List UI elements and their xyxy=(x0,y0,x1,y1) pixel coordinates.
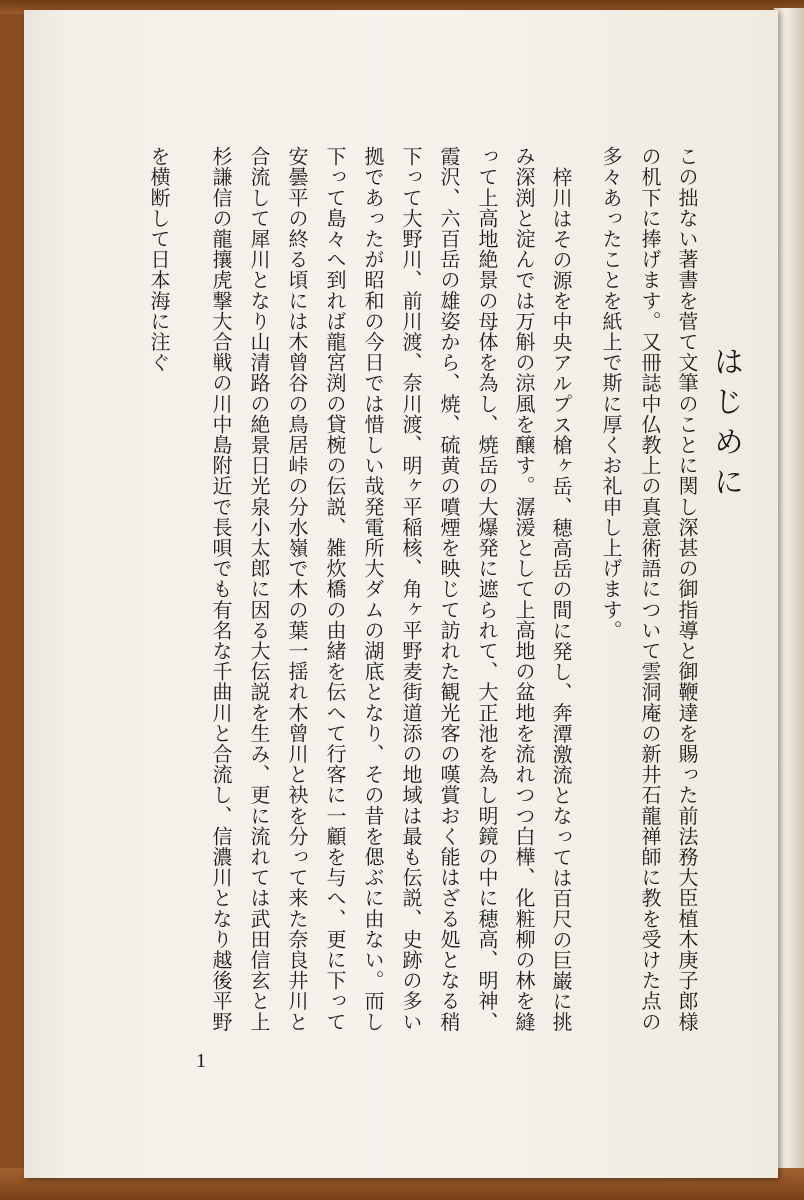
text-line: 合流して犀川となり山清路の絶景日光泉小太郎に因る大伝説を生み、更に流れては武田信玄と上 xyxy=(247,146,271,1032)
text-line: って上高地絶景の母体を為し、焼岳の大爆発に遮られて、大正池を為し明鏡の中に穂高、明神、 xyxy=(475,146,499,1032)
next-page-edge xyxy=(774,8,804,1180)
text-line: 杉謙信の龍攘虎撃大合戦の川中島附近で長唄でも有名な千曲川と合流し、信濃川となり越後平野 xyxy=(209,146,233,1032)
page-number: 1 xyxy=(196,1050,206,1072)
text-line: 拠であったが昭和の今日では惜しい哉発電所大ダムの湖底となり、その昔を偲ぶに由ない。而し xyxy=(361,146,385,1032)
text-line: 下って大野川、前川渡、奈川渡、明ヶ平稲核、角ヶ平野麦街道添の地域は最も伝説、史跡の多い xyxy=(399,146,423,1032)
text-line: 霞沢、六百岳の雄姿から、焼、硫黄の噴煙を映じて訪れた観光客の嘆賞おく能はざる処となる稍 xyxy=(437,146,461,1032)
text-line: 安曇平の終る頃には木曾谷の鳥居峠の分水嶺で木の葉一揺れ木曾川と袂を分って来た奈良井川と xyxy=(285,146,309,1032)
text-line: み深渕と淀んでは万斛の涼風を醸す。潺湲として上高地の盆地を流れつつ白樺、化粧柳の林を縫 xyxy=(512,146,536,1032)
text-line: を横断して日本海に注ぐ xyxy=(147,146,171,373)
text-line: 多々あったことを紙上で斯に厚くお礼申し上げます。 xyxy=(599,146,623,641)
text-line: 梓川はその源を中央アルプス槍ヶ岳、穂高岳の間に発し、奔潭激流となっては百尺の巨巌に挑 xyxy=(549,167,573,1033)
text-line: 下って島々へ到れば龍宮渕の貸椀の伝説、雑炊橋の由緒を伝へて行客に一顧を与へ、更に下って xyxy=(323,146,347,1032)
text-line: この拙ない著書を菅て文筆のことに関し深甚の御指導と御鞭達を賜った前法務大臣植木庚子郎様 xyxy=(675,146,699,1032)
page-title: はじめに xyxy=(708,346,743,506)
text-line: の机下に捧げます。又冊誌中仏教上の真意術語について雲洞庵の新井石龍禅師に教を受けた点の xyxy=(638,146,662,1032)
